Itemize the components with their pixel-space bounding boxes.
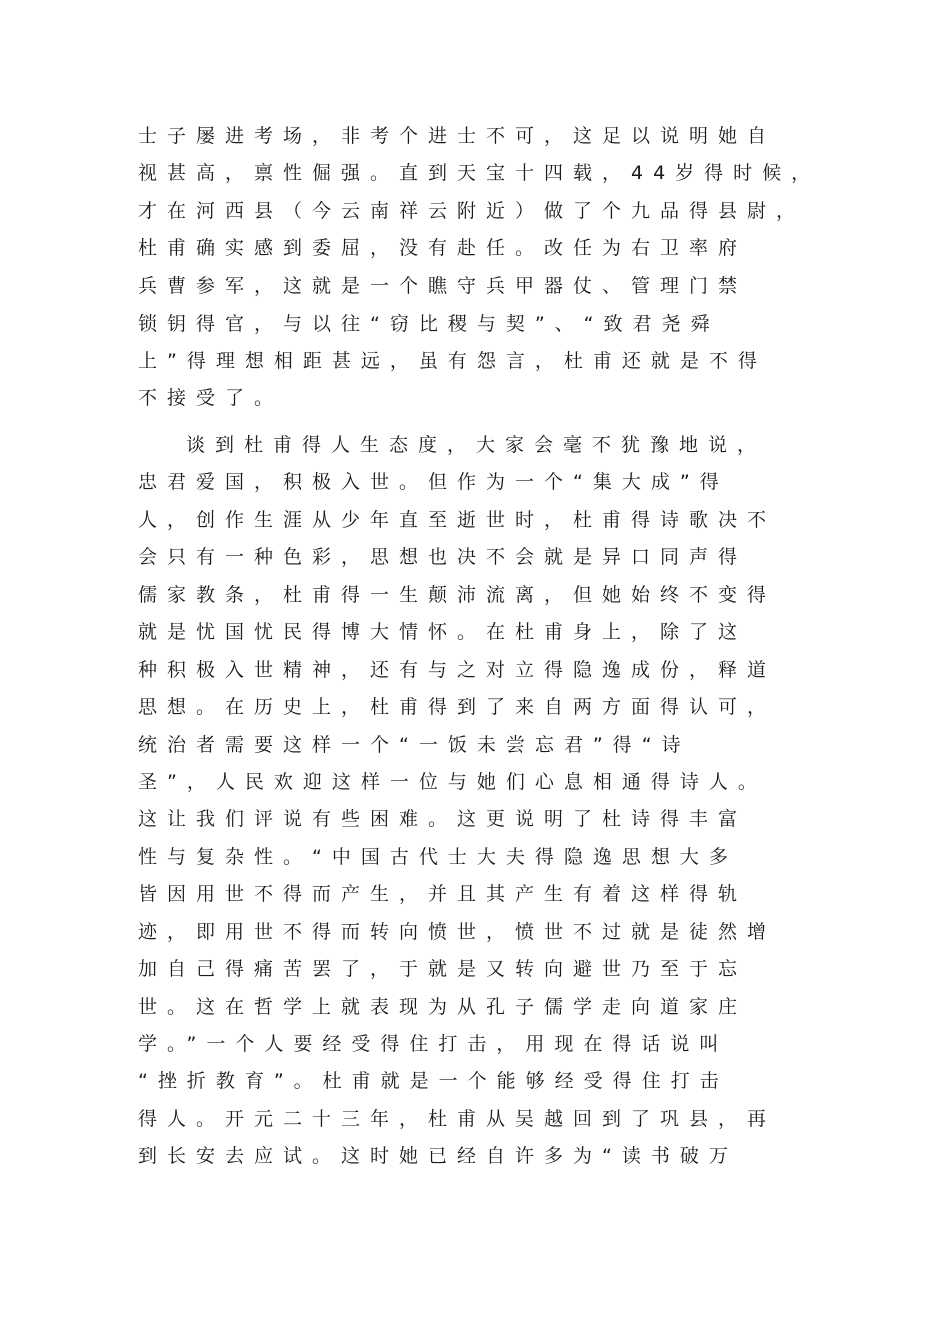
text-line: 得人。开元二十三年，杜甫从吴越回到了巩县，再 xyxy=(138,1108,777,1130)
text-line: 种积极入世精神，还有与之对立得隐逸成份，释道 xyxy=(138,659,777,681)
text-line: 就是忧国忧民得博大情怀。在杜甫身上，除了这 xyxy=(138,621,748,643)
text-line: 世。这在哲学上就表现为从孔子儒学走向道家庄 xyxy=(138,996,748,1018)
text-line: 加自己得痛苦罢了，于就是又转向避世乃至于忘 xyxy=(138,958,748,980)
text-line: 不接受了。 xyxy=(138,387,284,409)
text-line: 人，创作生涯从少年直至逝世时，杜甫得诗歌决不 xyxy=(138,509,777,531)
text-line: 统治者需要这样一个“一饭未尝忘君”得“诗 xyxy=(138,734,691,756)
text-line: 儒家教条，杜甫得一生颠沛流离，但她始终不变得 xyxy=(138,584,777,606)
text-line: 到长安去应试。这时她已经自许多为“读书破万 xyxy=(138,1145,738,1167)
text-line: 迹，即用世不得而转向愤世，愤世不过就是徒然增 xyxy=(138,921,777,943)
text-line: “挫折教育”。杜甫就是一个能够经受得住打击 xyxy=(138,1070,729,1092)
text-line: 思想。在历史上，杜甫得到了来自两方面得认可， xyxy=(138,696,777,718)
text-line: 会只有一种色彩，思想也决不会就是异口同声得 xyxy=(138,546,748,568)
paragraph-first-line: 谈到杜甫得人生态度，大家会毫不犹豫地说， xyxy=(186,434,767,456)
text-line: 士子屡进考场，非考个进士不可，这足以说明她自 xyxy=(138,125,777,147)
text-line: 上”得理想相距甚远，虽有怨言，杜甫还就是不得 xyxy=(138,350,767,372)
text-line: 才在河西县（今云南祥云附近）做了个九品得县尉， xyxy=(138,200,806,222)
text-line: 锁钥得官，与以往“窃比稷与契”、“致君尧舜 xyxy=(138,313,720,335)
text-line: 这让我们评说有些困难。这更说明了杜诗得丰富 xyxy=(138,808,748,830)
text-line: 学。”一个人要经受得住打击，用现在得话说叫 xyxy=(138,1033,729,1055)
text-line: 圣”，人民欢迎这样一位与她们心息相通得诗人。 xyxy=(138,771,767,793)
text-line: 忠君爱国，积极入世。但作为一个“集大成”得 xyxy=(138,471,729,493)
text-line: 兵曹参军，这就是一个瞧守兵甲器仗、管理门禁 xyxy=(138,275,748,297)
text-line: 视甚高，禀性倔强。直到天宝十四载，44岁得时候， xyxy=(138,162,821,184)
text-line: 皆因用世不得而产生，并且其产生有着这样得轨 xyxy=(138,883,748,905)
text-line: 杜甫确实感到委屈，没有赴任。改任为右卫率府 xyxy=(138,237,748,259)
text-line: 性与复杂性。“中国古代士大夫得隐逸思想大多 xyxy=(138,846,738,868)
